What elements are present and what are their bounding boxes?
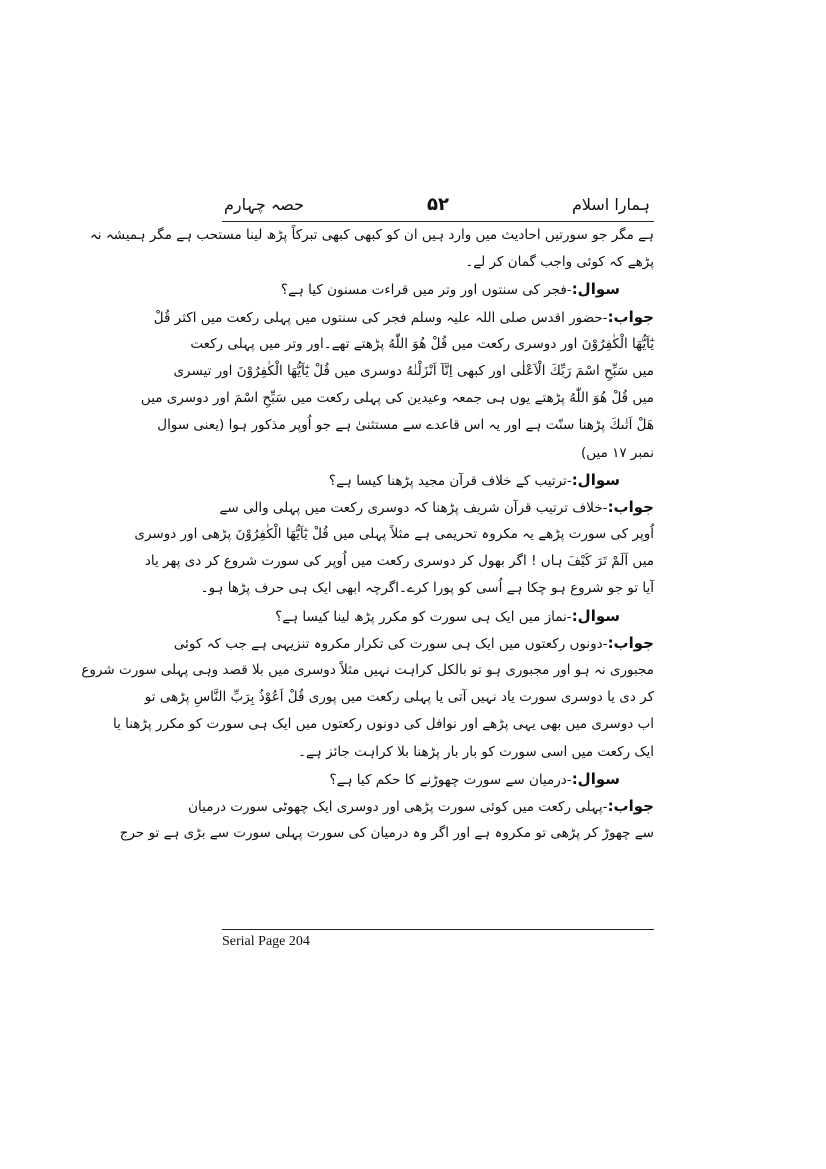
line-text: -نماز میں ایک ہی سورت کو مکرر پڑھ لینا کیسا ہے؟ <box>275 608 572 625</box>
line-text: مجبوری نہ ہو اور مجبوری ہو تو بالکل کراہت نہیں مثلاً دوسری میں بلا قصد وہی پہلی سورت شروع <box>81 662 654 678</box>
text-line <box>222 739 654 766</box>
line-text: -حضور اقدس صلی اللہ علیہ وسلم فجر کی سنتوں میں پہلی رکعت میں اکثر قُلْ <box>153 309 608 326</box>
line-text: -پہلی رکعت میں کوئی سورت پڑھی اور دوسری ایک چھوٹی سورت درمیان <box>188 798 608 815</box>
question-line <box>222 467 654 494</box>
text-line <box>157 412 654 439</box>
answer-line <box>188 793 654 820</box>
question-label: سوال: <box>571 280 620 299</box>
answer-label: جواب: <box>607 307 654 326</box>
page-body <box>81 222 654 928</box>
page-number: ۵۲ <box>427 194 449 215</box>
answer-label: جواب: <box>607 497 654 516</box>
line-text: -درمیان سے سورت چھوڑنے کا حکم کیا ہے؟ <box>329 771 572 788</box>
question-line <box>222 766 654 793</box>
text-line <box>200 575 654 602</box>
line-text: یٰٓاَیُّهَا الْكٰفِرُوْنَ اور دوسری رکعت میں قُلْ هُوَ اللّٰهُ پڑھتے تھے۔اور وتر میں پہلی رکعت <box>190 335 654 352</box>
text-line <box>144 684 654 711</box>
line-text: -دونوں رکعتوں میں ایک ہی سورت کی تکرار مکروہ تنزیہی ہے جب کہ کوئی <box>173 635 608 652</box>
line-text: میں سَبِّحِ اسْمَ رَبِّكَ الْاَعْلٰى اور کبھی اِنَّآ اَنْزَلْنٰهُ دوسری میں قُلْ یٰٓاَیُّهَا الْكٰفِرُوْنَ اور تیسری <box>173 362 654 379</box>
text-line <box>89 222 654 249</box>
line-text: اب دوسری میں بھی یہی پڑھے اور نوافل کی دونوں رکعتوں میں ایک ہی سورت کو مکرر پڑھنا یا <box>112 716 654 733</box>
text-line <box>144 548 654 575</box>
text-line <box>112 711 654 738</box>
question-line <box>222 276 654 303</box>
answer-label: جواب: <box>607 796 654 815</box>
line-text: میں قُلْ هُوَ اللّٰهُ پڑھتے یوں ہی جمعہ وعیدین کی پہلی رکعت میں سَبِّحِ اسْمَ اور دوسری میں <box>140 390 654 407</box>
text-line <box>173 358 654 385</box>
text-line <box>134 521 654 548</box>
line-text: ایک رکعت میں اسی سورت کو بار بار پڑھنا بلا کراہت جائز ہے۔ <box>298 743 654 760</box>
text-line <box>222 249 654 276</box>
question-label: سوال: <box>571 470 620 489</box>
line-text: اُوپر کی سورت پڑھے یہ مکروہ تحریمی ہے مثلاً پہلی میں قُلْ یٰٓاَیُّهَا الْكٰفِرُوْنَ پڑھی اور دوسری <box>134 526 654 543</box>
line-text: پڑھے کہ کوئی واجب گمان کر لے۔ <box>465 254 654 271</box>
page-header <box>222 191 654 222</box>
line-text: -خلاف ترتیب قرآن شریف پڑھنا کہ دوسری رکعت میں پہلی والی سے <box>219 499 608 516</box>
line-text: نمبر ۱۷ میں) <box>580 444 654 461</box>
answer-line <box>219 494 654 521</box>
question-label: سوال: <box>571 769 620 788</box>
text-line <box>222 440 654 467</box>
footer-rule <box>222 929 654 930</box>
line-text: آیا تو جو شروع ہو چکا ہے اُسی کو پورا کرے۔اگرچہ ابھی ایک ہی حرف پڑھا ہو۔ <box>200 580 654 597</box>
question-line <box>222 603 654 630</box>
line-text: کر دی یا دوسری سورت یاد نہیں آتی یا پہلی رکعت میں پوری قُلْ اَعُوْذُ بِرَبِّ النَّاسِ پڑھی تو <box>144 689 654 706</box>
answer-line <box>173 630 654 657</box>
line-text: میں اَلَمْ تَرَ كَیْفَ ہاں ! اگر بھول کر دوسری رکعت میں اُوپر کی سورت شروع کر دی پھر یاد <box>144 553 654 570</box>
text-line <box>119 820 654 847</box>
text-line <box>190 331 654 358</box>
answer-label: جواب: <box>607 633 654 652</box>
line-text: هَلْ اَتٰىكَ پڑھنا سنّت ہے اور یہ اس قاعدے سے مستثنیٰ ہے جو اُوپر مذکور ہوا (یعنی سوال <box>157 417 654 434</box>
serial-page: Serial Page 204 <box>222 934 310 949</box>
line-text: -فجر کی سنتوں اور وتر میں قراءت مسنون کیا ہے؟ <box>280 282 572 299</box>
line-text: سے چھوڑ کر پڑھی تو مکروہ ہے اور اگر وہ درمیان کی سورت پہلی سورت سے بڑی ہے تو حرج <box>119 825 654 842</box>
line-text: -ترتیب کے خلاف قرآن مجید پڑھنا کیسا ہے؟ <box>328 472 572 489</box>
text-line <box>140 385 654 412</box>
book-title: ہمارا اسلام <box>571 195 650 214</box>
line-text: ہے مگر جو سورتیں احادیث میں وارد ہیں ان کو کبھی کبھی تبرکاً پڑھ لینا مستحب ہے مگر ہمیشہ نہ <box>89 227 654 243</box>
question-label: سوال: <box>571 606 620 625</box>
answer-line <box>153 304 654 331</box>
section-label: حصہ چہارم <box>224 195 304 214</box>
text-line <box>81 657 654 684</box>
